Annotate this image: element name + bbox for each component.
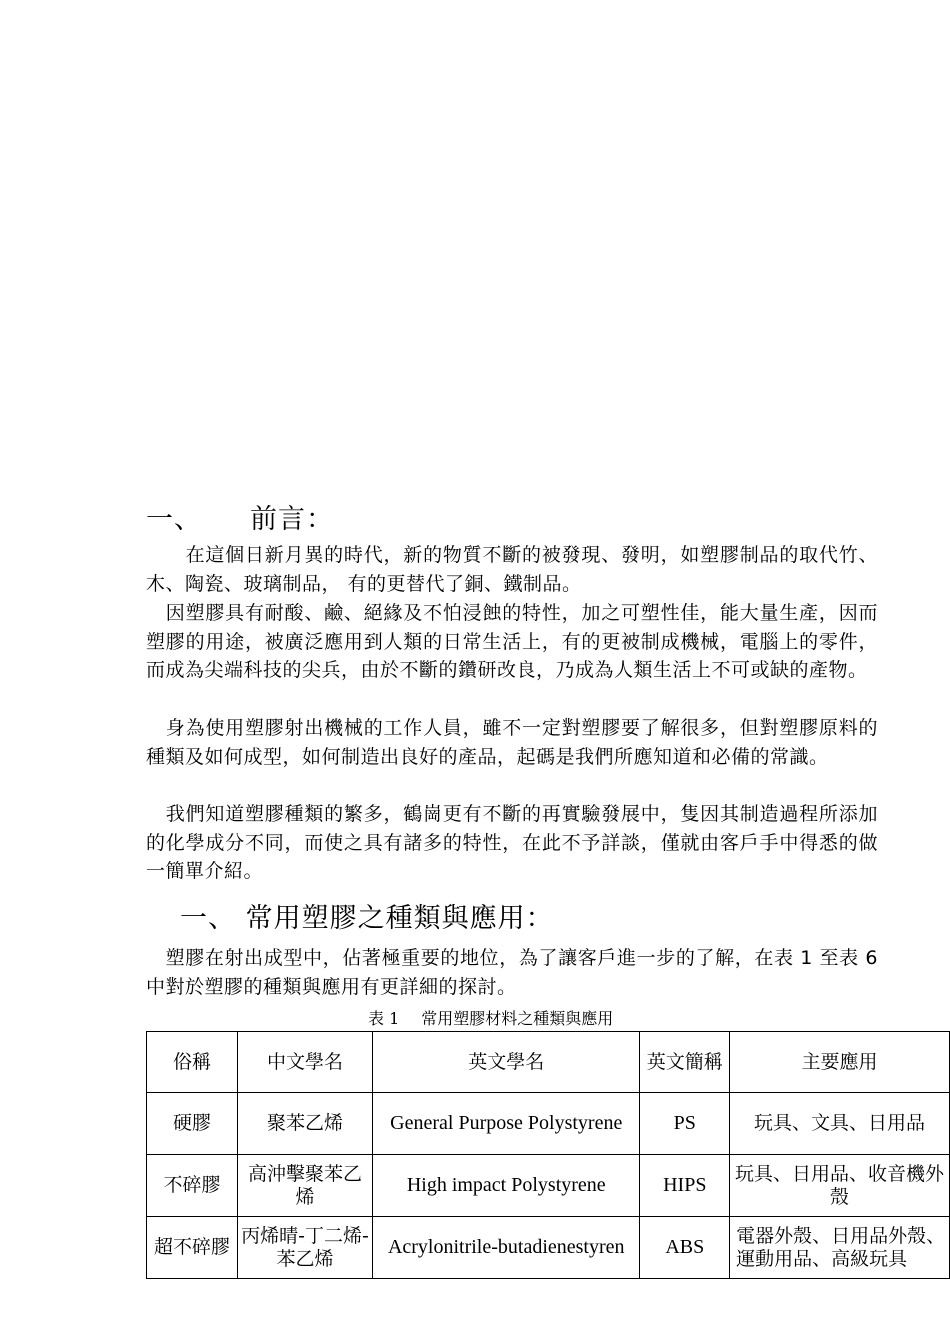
table-cell: 不碎膠: [147, 1155, 238, 1217]
table-caption: [368, 1006, 613, 1029]
paragraph-2: 因塑膠具有耐酸、鹼、絕緣及不怕浸蝕的特性，加之可塑性佳，能大量生產，因而塑膠的用途，被廣泛應用到人類的日常生活上，有的更被制成機械，電腦上的零件，而成為尖端科技的尖兵，由於不斷的鑽研改良，乃成為人類生活上不可或缺的產物。: [146, 602, 878, 682]
intro-paragraph: 塑膠在射出成型中，佔著極重要的地位，為了讓客戶進一步的了解，在表 1 至表 6 中對於塑膠的種類與應用有更詳細的探討。: [146, 947, 878, 998]
table-cell: 玩具、文具、日用品: [730, 1093, 950, 1155]
table-cell: ABS: [640, 1217, 730, 1279]
paragraph-1: 在這個日新月異的時代，新的物質不斷的被發現、發明，如塑膠制品的取代竹、木、陶瓷、玻璃制品， 有的更替代了銅、鐵制品。: [146, 544, 878, 595]
table-row: [147, 1093, 950, 1155]
table-cell: 聚苯乙烯: [238, 1093, 373, 1155]
table-row: [147, 1155, 950, 1217]
table-cell: 硬膠: [147, 1093, 238, 1155]
paragraph-3: 身為使用塑膠射出機械的工作人員，雖不一定對塑膠要了解很多，但對塑膠原料的種類及如何成型，如何制造出良好的產品，起碼是我們所應知道和必備的常識。: [146, 717, 878, 768]
table-cell: Acrylonitrile-butadienestyren: [373, 1217, 640, 1279]
section-title: 前言：: [250, 504, 334, 535]
table-cell: PS: [640, 1093, 730, 1155]
table-cell: 高沖擊聚苯乙烯: [238, 1155, 373, 1217]
table-cell: General Purpose Polystyrene: [373, 1093, 640, 1155]
header-cell: 俗稱: [147, 1032, 238, 1093]
paragraph-4: 我們知道塑膠種類的繁多，鶴崗更有不斷的再實驗發展中，隻因其制造過程所添加的化學成分不同，而使之具有諸多的特性，在此不予詳談，僅就由客戶手中得悉的做一簡單介紹。: [146, 803, 878, 883]
table-row: [147, 1217, 950, 1279]
section-number: 一、: [146, 504, 202, 535]
table-caption-label: 表 1: [368, 1009, 400, 1028]
section-heading-1: [146, 497, 334, 536]
header-cell: 英文學名: [373, 1032, 640, 1093]
table-cell: 玩具、日用品、收音機外殼: [730, 1155, 950, 1217]
header-cell: 主要應用: [730, 1032, 950, 1093]
table-caption-text: 常用塑膠材料之種類與應用: [421, 1009, 614, 1028]
plastics-table: [146, 1031, 950, 1279]
header-cell: 中文學名: [238, 1032, 373, 1093]
table-header-row: [147, 1032, 950, 1093]
table-cell: 超不碎膠: [147, 1217, 238, 1279]
table-cell: 丙烯晴-丁二烯-苯乙烯: [238, 1217, 373, 1279]
table-cell: High impact Polystyrene: [373, 1155, 640, 1217]
section-heading-2: 一、 常用塑膠之種類與應用：: [180, 903, 554, 934]
table-cell: HIPS: [640, 1155, 730, 1217]
header-cell: 英文簡稱: [640, 1032, 730, 1093]
table-cell: 電器外殼、日用品外殼、運動用品、高級玩具: [730, 1217, 950, 1279]
